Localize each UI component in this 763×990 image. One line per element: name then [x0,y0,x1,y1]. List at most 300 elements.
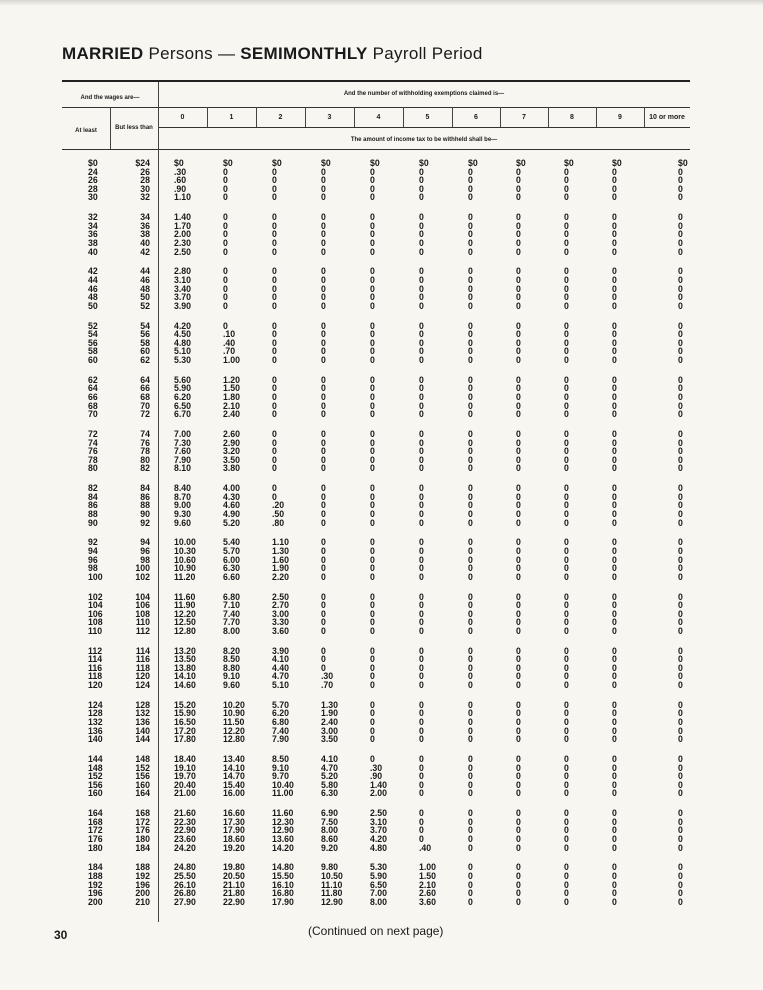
exemption-column-header: 5 [425,114,430,121]
table-cell: 0 [516,446,521,458]
table-cell: 2.10 [419,879,437,891]
table-cell: 0 [370,354,375,366]
table-cell: 0 [370,266,375,278]
table-cell: 0 [678,680,683,692]
row-group [419,320,438,366]
table-cell: 0 [678,545,683,557]
table-cell: 0 [564,625,569,637]
table-cell: 9.10 [272,762,290,774]
table-cell: 1.40 [174,212,192,224]
table-cell: 0 [321,400,326,412]
table-cell: 0 [419,383,424,395]
row-group [419,864,438,907]
row-group [88,591,104,637]
table-cell: 0 [419,354,424,366]
table-cell: 72 [140,409,150,421]
row-group [321,160,345,203]
table-cell: 4.30 [223,491,241,503]
table-cell: 5.80 [321,779,339,791]
table-cell: 0 [321,237,326,249]
row-group [321,320,345,366]
row-group [88,810,104,853]
table-cell: 0 [612,337,617,349]
table-cell: 0 [468,266,473,278]
table-cell: 0 [321,554,326,566]
table-cell: 136 [88,725,103,737]
table-cell: 50 [88,300,98,312]
table-cell: 0 [272,383,277,395]
table-cell: 0 [468,229,473,241]
table-cell: 0 [516,734,521,746]
table-cell: 100 [88,571,103,583]
table-cell: 90 [88,517,98,529]
row-group [88,428,104,475]
row-group [88,864,104,907]
table-cell: 0 [370,175,375,187]
table-cell: 4.90 [223,508,241,520]
row-group [468,485,479,528]
table-cell: 6.80 [223,591,241,603]
table-cell: 30 [140,183,150,195]
table-cell: 110 [135,617,150,629]
table-cell: 8.00 [370,896,388,908]
table-cell: 0 [678,617,683,629]
table-cell: 24.80 [174,862,196,874]
table-cell: 0 [419,212,424,224]
table-cell: 18.40 [174,754,196,766]
table-cell: $24 [135,158,150,169]
table-cell: 0 [516,717,521,729]
table-cell: 0 [612,834,617,846]
table-cell: 44 [140,266,150,278]
table-cell: 11.60 [174,591,196,603]
table-cell: 0 [564,825,569,837]
table-cell: .40 [419,842,432,854]
row-group [272,320,296,366]
row-group [564,320,575,366]
table-cell: $0 [321,158,331,169]
page-number: 30 [54,928,68,942]
row-group [678,485,689,528]
row-group [223,591,247,637]
row-group [516,591,527,637]
exemption-column-header: 3 [327,114,332,121]
table-cell: 0 [612,825,617,837]
row-group [678,428,689,475]
table-cell: 0 [564,300,569,312]
table-cell: 0 [223,183,228,195]
row-group [419,810,438,853]
table-cell: 0 [272,354,277,366]
table-cell: 0 [516,708,521,720]
table-cell: 0 [612,274,617,286]
table-cell: 0 [419,446,424,458]
table-cell: 0 [468,500,473,512]
table-cell: $0 [223,158,233,169]
table-cell: 1.80 [223,391,241,403]
row-group [120,756,150,799]
table-cell: 98 [88,563,98,575]
table-cell: 3.30 [272,617,290,629]
table-cell: 3.10 [370,816,388,828]
row-group [678,864,689,907]
table-cell: 0 [272,400,277,412]
table-cell: 66 [140,383,150,395]
table-cell: 0 [564,220,569,232]
table-cell: 44 [88,274,98,286]
row-group [174,214,198,257]
table-cell: 0 [564,771,569,783]
row-group [564,268,575,311]
table-cell: 0 [516,283,521,295]
table-cell: 0 [564,662,569,674]
row-group [612,214,623,257]
table-cell: 144 [135,734,150,746]
table-cell: 1.90 [321,708,339,720]
table-cell: 0 [419,508,424,520]
table-cell: 0 [468,896,473,908]
table-cell: 164 [135,788,150,800]
table-cell: 0 [468,220,473,232]
table-cell: 16.50 [174,717,196,729]
table-cell: 0 [468,825,473,837]
table-cell: 0 [272,374,277,386]
table-cell: 184 [88,862,103,874]
table-cell: 0 [272,428,277,440]
table-cell: 8.80 [223,662,241,674]
table-cell: 192 [135,871,150,883]
table-cell: 0 [678,816,683,828]
table-cell: 0 [516,320,521,332]
exemption-column-header: 8 [570,114,574,121]
table-cell: 0 [321,192,326,204]
table-cell: 0 [272,212,277,224]
table-cell: 19.10 [174,762,196,774]
table-cell: 0 [678,825,683,837]
table-cell: 82 [140,463,150,475]
table-cell: 60 [140,346,150,358]
row-group [564,428,575,475]
table-cell: 0 [419,175,424,187]
table-cell: 0 [419,346,424,358]
table-cell: 184 [135,842,150,854]
table-cell: 0 [468,842,473,854]
table-cell: 0 [321,500,326,512]
table-cell: 0 [612,383,617,395]
row-group [223,699,247,746]
table-cell: 0 [612,292,617,304]
table-cell: 42 [140,246,150,258]
table-cell: 0 [370,246,375,258]
table-cell: 74 [88,437,98,449]
row-group [419,756,438,799]
table-cell: 0 [370,600,375,612]
table-cell: 0 [419,229,424,241]
table-cell: 0 [516,391,521,403]
table-cell: 100 [135,563,150,575]
row-group [516,428,527,475]
row-group [174,374,198,421]
table-cell: 0 [419,625,424,637]
table-cell: 38 [140,229,150,241]
table-cell: 104 [135,591,150,603]
table-cell: 2.70 [272,600,290,612]
table-cell: 0 [678,708,683,720]
table-cell: 6.90 [321,808,339,820]
table-cell: 0 [678,500,683,512]
table-cell: 0 [223,274,228,286]
table-cell: 0 [370,554,375,566]
table-cell: 4.70 [321,762,339,774]
table-cell: 0 [678,175,683,187]
table-cell: $0 [468,158,478,169]
table-cell: 0 [321,175,326,187]
table-cell: 0 [272,337,277,349]
table-cell: 52 [140,300,150,312]
table-cell: 0 [468,734,473,746]
table-cell: 0 [678,888,683,900]
row-group [612,645,623,692]
row-group [564,810,575,853]
table-cell: 0 [468,374,473,386]
table-cell: 0 [516,212,521,224]
table-cell: 106 [88,608,103,620]
row-group [564,756,575,799]
table-cell: 0 [564,446,569,458]
table-cell: 0 [223,246,228,258]
table-cell: 3.90 [272,645,290,657]
table-cell: 0 [612,762,617,774]
table-cell: 0 [516,409,521,421]
table-cell: 0 [612,391,617,403]
table-cell: 0 [321,617,326,629]
table-cell: 0 [419,825,424,837]
table-cell: 0 [468,508,473,520]
table-cell: 0 [370,625,375,637]
table-cell: 0 [612,463,617,475]
table-cell: 0 [516,671,521,683]
row-group [468,591,479,637]
table-cell: 0 [468,246,473,258]
table-cell: 0 [468,283,473,295]
table-cell: 10.20 [223,699,245,711]
table-cell: 0 [370,563,375,575]
table-cell: 0 [564,391,569,403]
table-cell: 0 [564,708,569,720]
table-cell: 0 [370,708,375,720]
table-cell: 10.90 [174,563,196,575]
table-cell: 0 [678,517,683,529]
table-cell: 0 [321,329,326,341]
table-cell: 0 [612,671,617,683]
table-cell: 0 [564,754,569,766]
table-cell: 0 [612,816,617,828]
table-cell: 0 [612,862,617,874]
table-cell: 0 [419,645,424,657]
table-cell: 0 [223,266,228,278]
table-cell: 92 [88,537,98,549]
table-cell: 48 [88,292,98,304]
table-cell: 3.70 [370,825,388,837]
row-group [223,160,247,203]
table-cell: 0 [612,166,617,178]
row-group [272,756,296,799]
table-cell: 0 [516,680,521,692]
table-cell: 0 [321,383,326,395]
table-cell: 0 [564,654,569,666]
table-cell: 5.10 [174,346,192,358]
table-cell: 0 [468,391,473,403]
table-cell: 0 [370,725,375,737]
table-cell: 0 [516,608,521,620]
table-cell: 0 [612,591,617,603]
table-cell: 118 [135,662,150,674]
row-group [612,699,623,746]
table-cell: 0 [678,717,683,729]
table-cell: 0 [516,554,521,566]
tax-column-3 [321,160,345,919]
row-group [223,268,247,311]
table-cell: 0 [564,717,569,729]
table-cell: 5.90 [174,383,192,395]
table-cell: 7.60 [174,446,192,458]
table-cell: 58 [140,337,150,349]
table-cell: 0 [419,537,424,549]
table-cell: 0 [468,183,473,195]
row-group [612,374,623,421]
table-cell: 0 [370,508,375,520]
table-cell: 0 [612,563,617,575]
table-cell: 0 [419,391,424,403]
table-cell: 0 [678,591,683,603]
table-cell: 2.60 [223,428,241,440]
table-cell: 0 [516,500,521,512]
table-cell: 0 [564,283,569,295]
table-cell: 0 [612,409,617,421]
table-cell: 156 [135,771,150,783]
table-cell: 0 [516,662,521,674]
table-cell: 0 [678,645,683,657]
table-cell: 0 [370,192,375,204]
table-cell: 0 [419,708,424,720]
row-group [612,756,623,799]
row-group [516,645,527,692]
row-group [174,645,198,692]
table-cell: 0 [419,808,424,820]
table-cell: 0 [678,300,683,312]
row-group [678,810,689,853]
table-cell: 0 [564,545,569,557]
table-cell: 0 [419,166,424,178]
table-cell: 0 [678,754,683,766]
row-group [678,591,689,637]
table-cell: 110 [88,625,103,637]
row-group [272,864,296,907]
table-cell: 0 [678,537,683,549]
table-cell: 0 [516,454,521,466]
table-cell: 0 [321,354,326,366]
table-cell: 102 [88,591,103,603]
table-cell: 0 [321,537,326,549]
row-group [88,485,104,528]
table-cell: 17.80 [174,734,196,746]
table-cell: 0 [678,554,683,566]
table-cell: 0 [468,834,473,846]
table-cell: 2.60 [419,888,437,900]
tax-column-9 [612,160,623,919]
table-cell: 0 [468,166,473,178]
table-cell: 0 [564,571,569,583]
table-cell: 0 [612,500,617,512]
table-cell: 0 [321,274,326,286]
table-cell: 5.60 [174,374,192,386]
table-cell: 0 [370,500,375,512]
table-cell: 128 [135,699,150,711]
table-cell: 0 [468,545,473,557]
table-cell: 0 [516,625,521,637]
table-cell: 42 [88,266,98,278]
table-cell: 0 [516,346,521,358]
table-cell: 0 [419,237,424,249]
table-cell: 0 [419,428,424,440]
row-group [321,645,345,692]
table-cell: .80 [272,517,285,529]
table-cell: 15.90 [174,708,196,720]
table-cell: .70 [321,680,334,692]
table-cell: 0 [321,292,326,304]
table-cell: 0 [370,671,375,683]
exemption-column-header: 7 [522,114,526,121]
table-cell: 0 [321,571,326,583]
table-cell: 4.20 [174,320,192,332]
table-cell: 0 [516,617,521,629]
table-cell: 0 [516,300,521,312]
table-cell: 84 [140,483,150,495]
table-cell: 0 [321,166,326,178]
title-persons: Persons — [143,44,241,63]
table-cell: 0 [419,266,424,278]
table-cell: 0 [678,734,683,746]
row-group [468,810,479,853]
table-cell: 0 [516,491,521,503]
table-cell: 68 [88,400,98,412]
row-group [564,160,575,203]
table-cell: 2.40 [223,409,241,421]
table-cell: 24 [88,166,98,178]
row-group [321,268,345,311]
row-group [370,320,389,366]
table-cell: 0 [321,662,326,674]
table-cell: 11.00 [272,788,294,800]
table-cell: 0 [564,762,569,774]
row-group [370,591,389,637]
table-cell: $0 [564,158,574,169]
row-group [223,485,247,528]
table-cell: 0 [612,617,617,629]
table-cell: 0 [321,563,326,575]
table-cell: 0 [564,879,569,891]
table-cell: 0 [419,463,424,475]
tax-column-0 [174,160,198,919]
row-group [174,539,198,582]
table-cell: 0 [516,591,521,603]
row-group [88,374,104,421]
table-cell: 2.30 [174,237,192,249]
table-cell: 0 [419,454,424,466]
table-cell: 15.40 [223,779,245,791]
row-group [468,756,479,799]
table-cell: 0 [321,483,326,495]
